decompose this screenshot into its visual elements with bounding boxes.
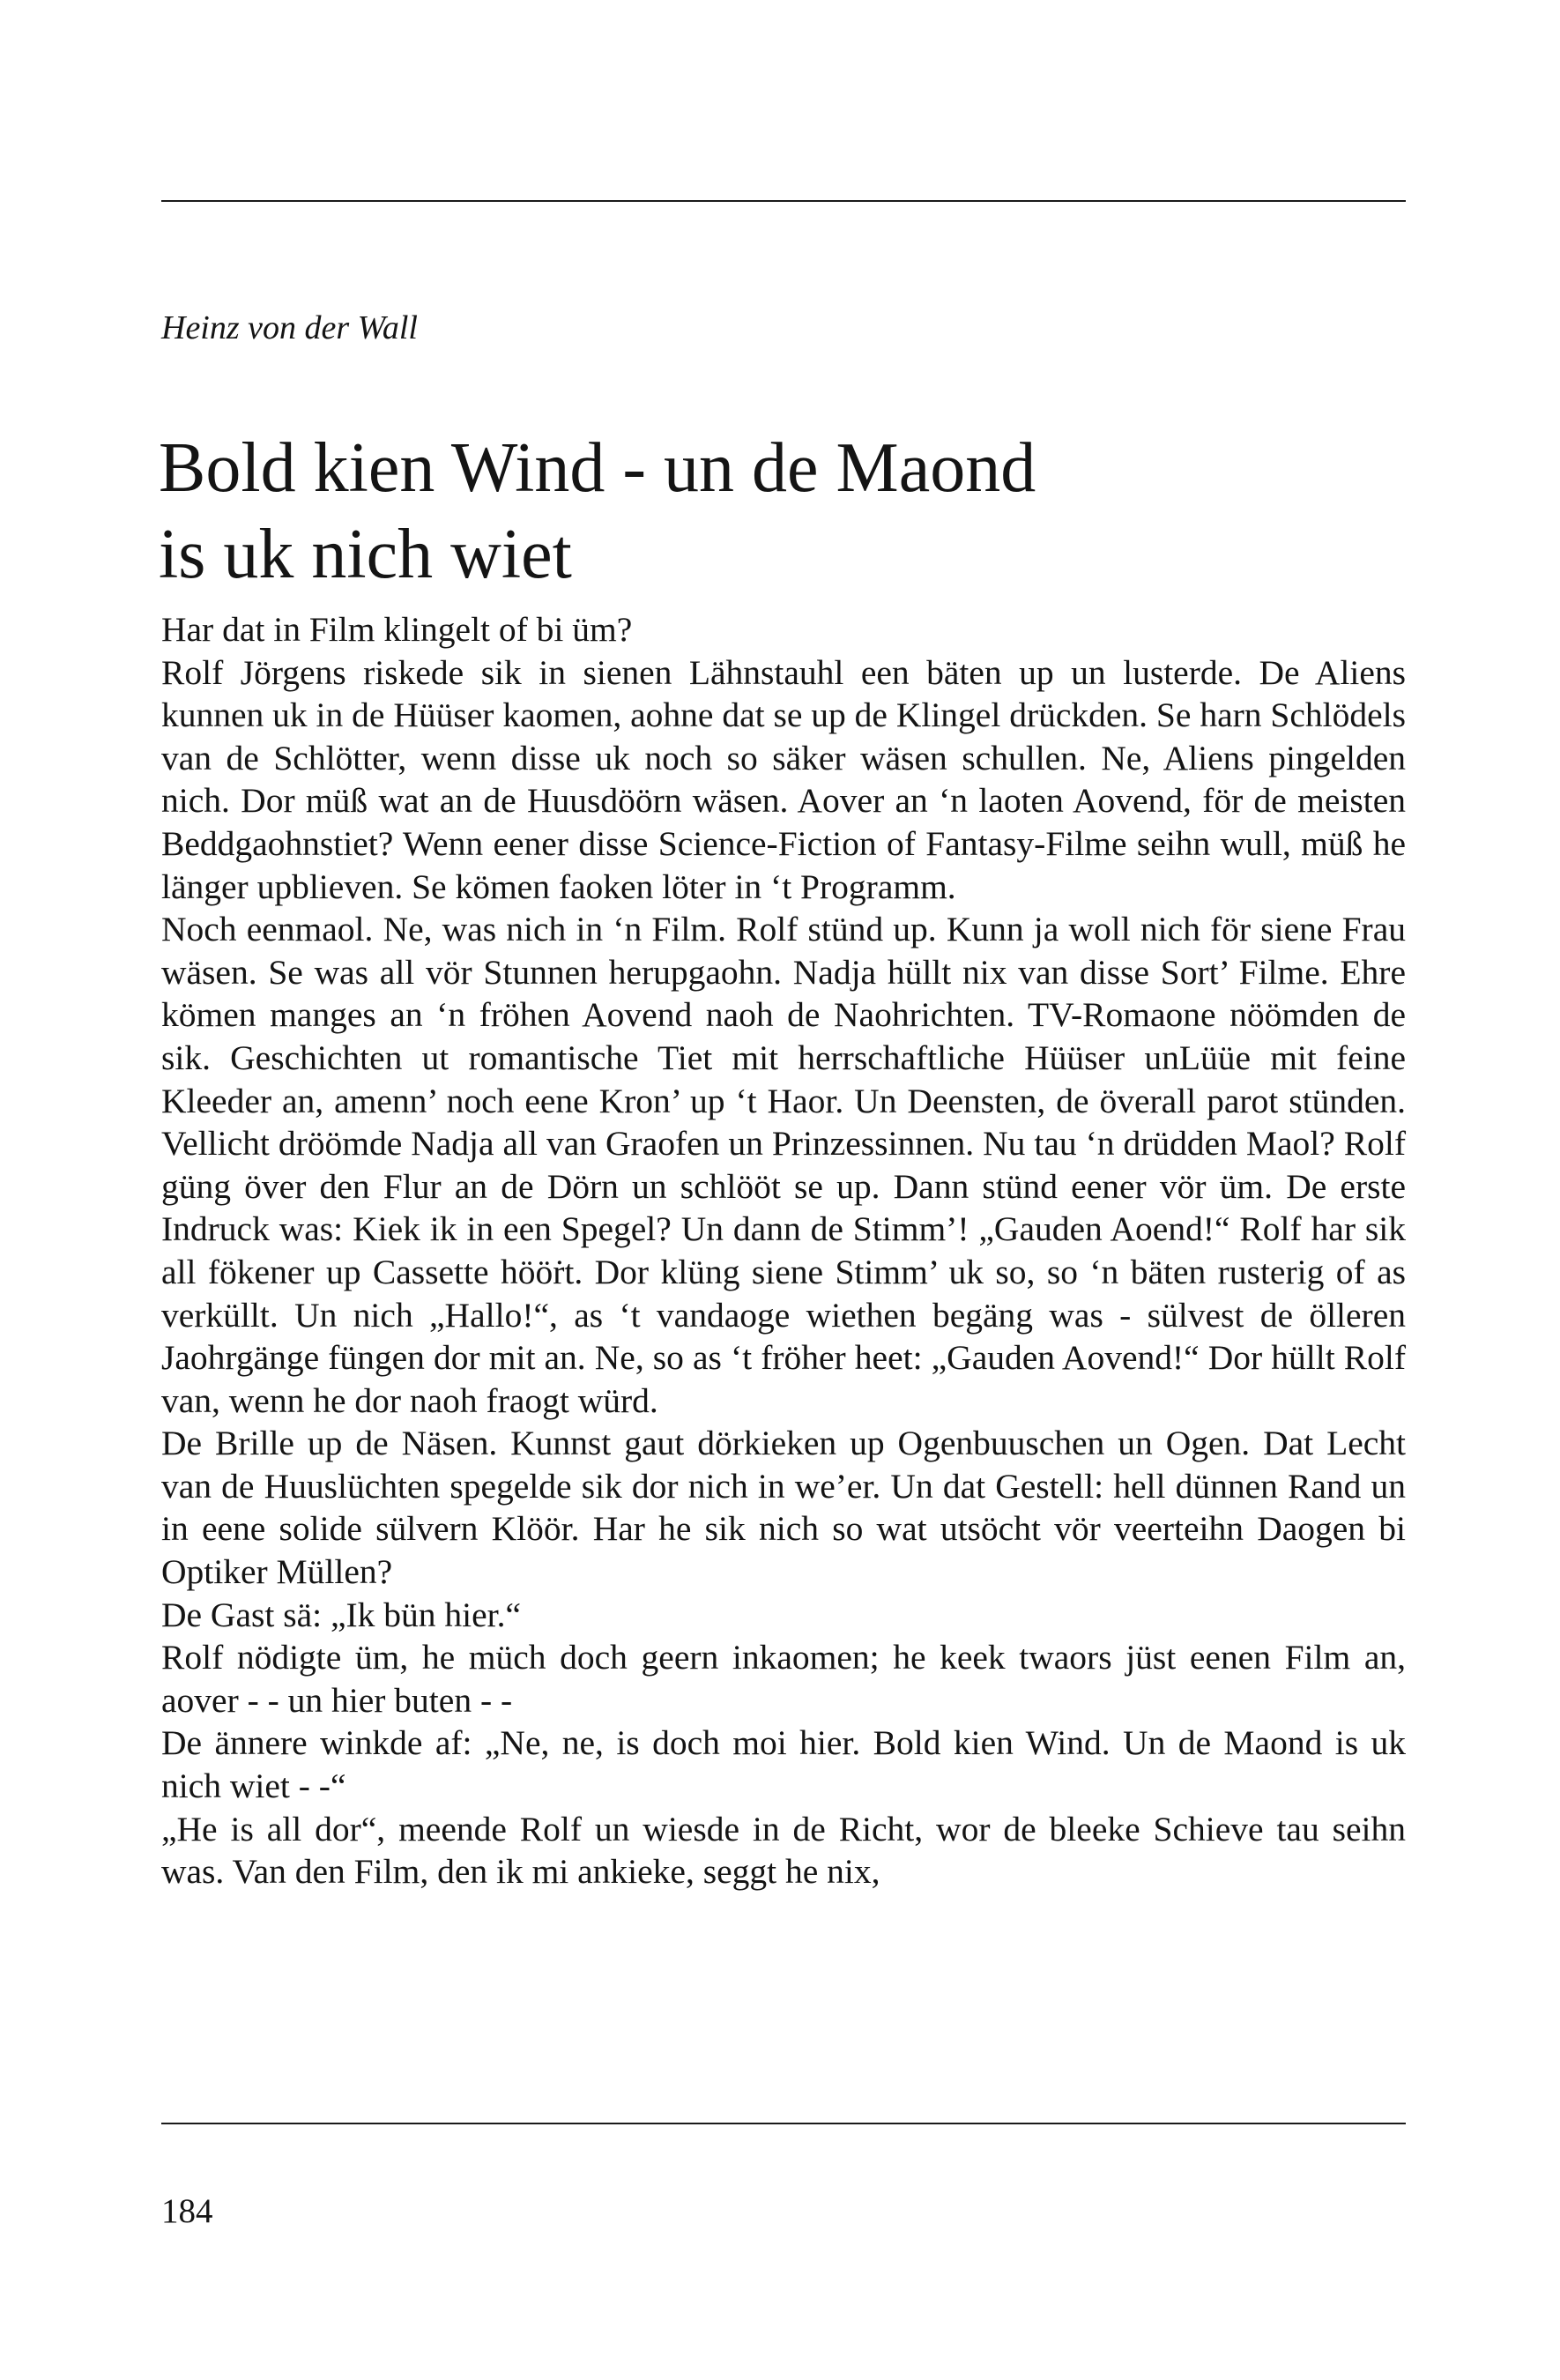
story-body [161, 608, 1406, 1893]
paragraph: De ännere winkde af: „Ne, ne, is doch moi hier. Bold kien Wind. Un de Maond is uk nich wiet - -“ [161, 1723, 1406, 1806]
paragraph: Noch eenmaol. Ne, was nich in ‘n Film. Rolf stünd up. Kunn ja woll nich för siene Frau wäsen. Se was all vör Stunnen herupgaohn. Nadja hüllt nix van disse Sort’ Filme. Ehre kömen manges an ‘n fröhen Aovend naoh de Naohrichten. TV-Romaone nöömden de sik. Geschichten ut romantische Tiet mit herrschaftliche Hüüser unLüüe mit feine Kleeder an, amenn’ noch eene Kron’ up ‘t Haor. Un Deensten, de överall parot stünden. Vellicht dröömde Nadja all van Graofen un Prinzessinnen. Nu tau ‘n drüdden Maol? Rolf güng över den Flur an de Dörn un schlööt se up. Dann stünd eener vör üm. De erste Indruck was: Kiek ik in een Spegel? Un dann de Stimm’! „Gauden Aoend!“ Rolf har sik all fökener up Cassette hööṙt. Dor klüng siene Stimm’ uk so, so ‘n bäten rusterig of as verküllt. Un nich „Hallo!“, as ‘t vandaoge wiethen begäng was - sülvest de ölleren Jaohrgänge füngen dor mit an. Ne, so as ‘t fröher heet: „Gauden Aovend!“ Dor hüllt Rolf van, wenn he dor naoh fraogt würd. [161, 910, 1406, 1420]
header-rule [161, 200, 1406, 202]
footer-rule [161, 2123, 1406, 2124]
paragraph: „He is all dor“, meende Rolf un wiesde in de Richt, wor de bleeke Schieve tau seihn was. Van den Film, den ik mi ankieke, seggt he nix, [161, 1809, 1406, 1892]
title-line-1: Bold kien Wind - un de Maond [159, 429, 1036, 507]
paragraph: Rolf nödigte üm, he müch doch geern inkaomen; he keek twaors jüst eenen Film an, aover - - un hier buten - - [161, 1638, 1406, 1720]
paragraph: De Brille up de Näsen. Kunnst gaut dörkieken up Ogenbuuschen un Ogen. Dat Lecht van de Huuslüchten spegelde sik dor nich in we’er. Un dat Gestell: hell dünnen Rand un in eene solide sülvern Klöör. Har he sik nich so wat utsöcht vör veerteihn Daogen bi Optiker Müllen? [161, 1424, 1406, 1592]
page-number: 184 [161, 2192, 213, 2230]
title-line-2: is uk nich wiet [159, 516, 572, 593]
author-name: Heinz von der Wall [161, 309, 418, 346]
paragraph: Rolf Jörgens riskede sik in sienen Lähnstauhl een bäten up un lusterde. De Aliens kunnen uk in de Hüüser kaomen, aohne dat se up de Klingel drückden. Se harn Schlödels van de Schlötter, wenn disse uk noch so säker wäsen schullen. Ne, Aliens pingelden nich. Dor müß wat an de Huusdöörn wäsen. Aover an ‘n laoten Aovend, för de meisten Beddgaohnstiet? Wenn eener disse Science-Fiction of Fantasy-Filme seihn wull, müß he länger upblieven. Se kömen faoken löter in ‘t Programm. [161, 652, 1406, 906]
paragraph: Har dat in Film klingelt of bi üm? [161, 610, 633, 649]
story-title [159, 425, 1410, 598]
paragraph: De Gast sä: „Ik bün hier.“ [161, 1595, 522, 1634]
